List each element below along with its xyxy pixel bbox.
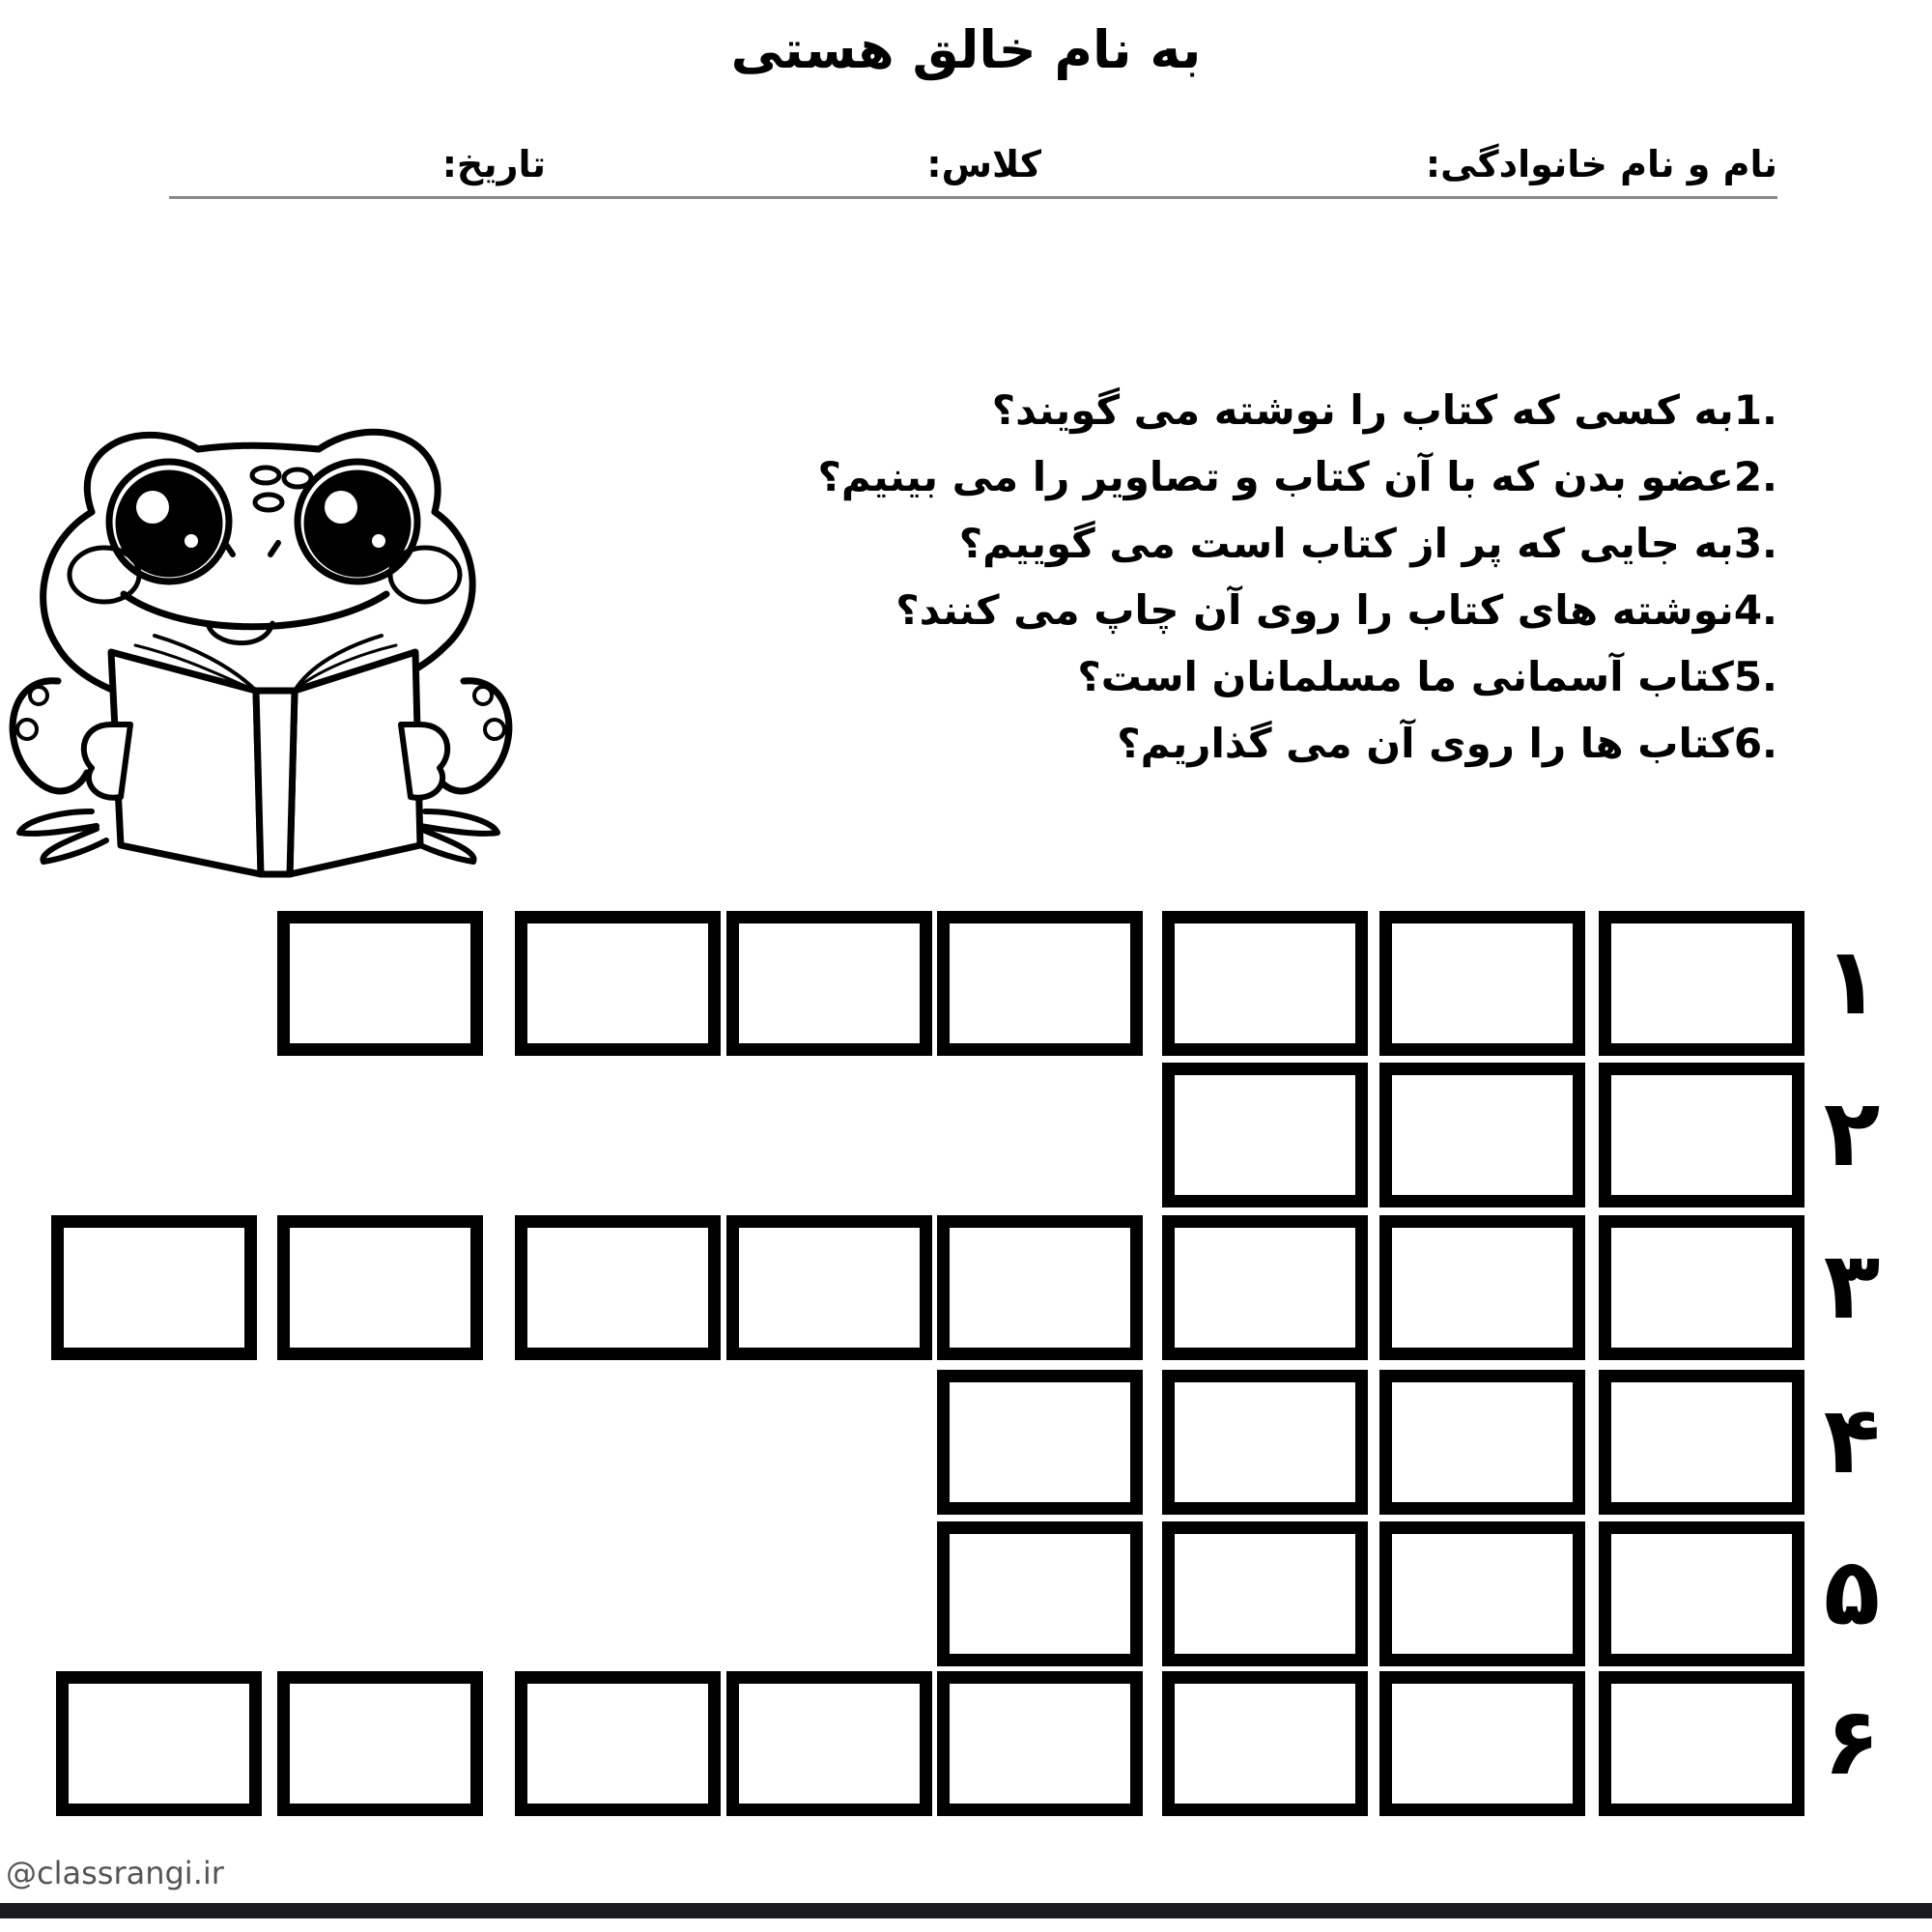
letter-box[interactable] bbox=[937, 1370, 1143, 1515]
question-number: 3. bbox=[1733, 520, 1777, 567]
question-item bbox=[817, 577, 1777, 643]
letter-box[interactable] bbox=[1599, 911, 1804, 1056]
question-text: کتاب آسمانی ما مسلمانان است؟ bbox=[1077, 653, 1734, 700]
letter-box[interactable] bbox=[1162, 1063, 1368, 1208]
letter-box[interactable] bbox=[937, 1215, 1143, 1360]
student-info-row bbox=[169, 143, 1777, 199]
row-number: ۳ bbox=[1823, 1232, 1881, 1340]
crossword-row-4 bbox=[0, 1370, 1932, 1517]
watermark: @classrangi.ir bbox=[6, 1855, 224, 1891]
question-text: به کسی که کتاب را نوشته می گویند؟ bbox=[991, 386, 1734, 434]
letter-box[interactable] bbox=[1379, 1671, 1585, 1816]
letter-box[interactable] bbox=[937, 1521, 1143, 1666]
page-title: به نام خالق هستی bbox=[730, 19, 1202, 80]
row-number: ۵ bbox=[1823, 1538, 1881, 1646]
row-number: ۴ bbox=[1823, 1386, 1881, 1494]
letter-box[interactable] bbox=[1162, 1521, 1368, 1666]
letter-box[interactable] bbox=[1599, 1521, 1804, 1666]
letter-box[interactable] bbox=[515, 1671, 721, 1816]
letter-box[interactable] bbox=[515, 1215, 721, 1360]
question-item bbox=[817, 377, 1777, 443]
question-text: به جایی که پر از کتاب است می گوییم؟ bbox=[958, 520, 1734, 567]
question-item bbox=[817, 443, 1777, 510]
letter-box[interactable] bbox=[515, 911, 721, 1056]
question-number: 2. bbox=[1733, 453, 1777, 500]
letter-box[interactable] bbox=[56, 1671, 262, 1816]
letter-box[interactable] bbox=[277, 911, 483, 1056]
letter-box[interactable] bbox=[1599, 1215, 1804, 1360]
question-list bbox=[817, 377, 1777, 777]
letter-box[interactable] bbox=[277, 1215, 483, 1360]
date-field-label[interactable]: تاریخ: bbox=[441, 143, 546, 185]
letter-box[interactable] bbox=[1379, 1370, 1585, 1515]
row-number: ۶ bbox=[1823, 1688, 1881, 1796]
letter-box[interactable] bbox=[937, 911, 1143, 1056]
letter-box[interactable] bbox=[726, 1671, 932, 1816]
letter-box[interactable] bbox=[1162, 1370, 1368, 1515]
question-number: 6. bbox=[1733, 720, 1777, 767]
letter-box[interactable] bbox=[1162, 1671, 1368, 1816]
question-number: 5. bbox=[1733, 653, 1777, 700]
letter-box[interactable] bbox=[277, 1671, 483, 1816]
letter-box[interactable] bbox=[1379, 1521, 1585, 1666]
crossword-row-3 bbox=[0, 1215, 1932, 1362]
letter-box[interactable] bbox=[1379, 1215, 1585, 1360]
letter-box[interactable] bbox=[1379, 911, 1585, 1056]
question-number: 1. bbox=[1733, 386, 1777, 434]
name-field-label[interactable]: نام و نام خانوادگی: bbox=[1425, 143, 1777, 185]
frog-reading-book-illustration bbox=[0, 406, 667, 879]
question-item bbox=[817, 643, 1777, 710]
crossword-row-5 bbox=[0, 1521, 1932, 1668]
letter-box[interactable] bbox=[1162, 1215, 1368, 1360]
letter-box[interactable] bbox=[51, 1215, 257, 1360]
letter-box[interactable] bbox=[1162, 911, 1368, 1056]
question-text: عضو بدن که با آن کتاب و تصاویر را می بینیم؟ bbox=[817, 453, 1734, 500]
letter-box[interactable] bbox=[1379, 1063, 1585, 1208]
crossword-row-1 bbox=[0, 911, 1932, 1058]
question-item bbox=[817, 710, 1777, 777]
letter-box[interactable] bbox=[726, 1215, 932, 1360]
letter-box[interactable] bbox=[1599, 1671, 1804, 1816]
crossword-row-6 bbox=[0, 1671, 1932, 1818]
letter-box[interactable] bbox=[1599, 1370, 1804, 1515]
question-text: کتاب ها را روی آن می گذاریم؟ bbox=[1117, 720, 1734, 767]
class-field-label[interactable]: کلاس: bbox=[926, 143, 1041, 185]
bottom-bar bbox=[0, 1903, 1932, 1918]
crossword-row-2 bbox=[0, 1063, 1932, 1209]
row-number: ۲ bbox=[1823, 1079, 1881, 1187]
question-item bbox=[817, 510, 1777, 577]
question-text: نوشته های کتاب را روی آن چاپ می کنند؟ bbox=[895, 586, 1734, 634]
letter-box[interactable] bbox=[937, 1671, 1143, 1816]
question-number: 4. bbox=[1733, 586, 1777, 634]
letter-box[interactable] bbox=[726, 911, 932, 1056]
letter-box[interactable] bbox=[1599, 1063, 1804, 1208]
row-number: ۱ bbox=[1823, 927, 1881, 1036]
